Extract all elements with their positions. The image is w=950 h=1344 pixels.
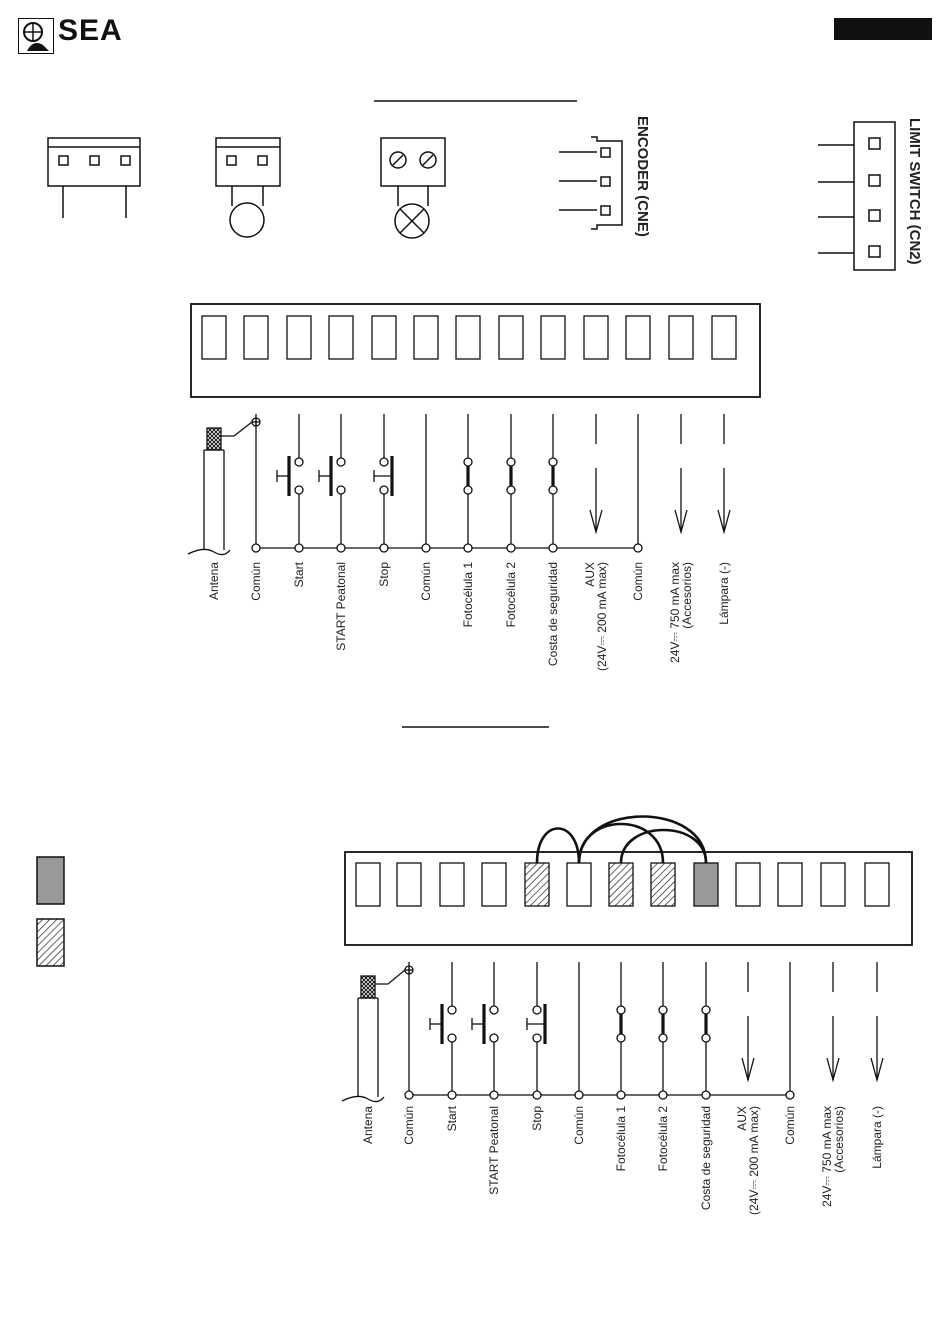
- terminal-slot: [609, 863, 633, 906]
- terminal-node: [634, 544, 642, 552]
- terminal-node: [617, 1091, 625, 1099]
- terminal-slot: [541, 316, 565, 359]
- terminal-label: Común: [249, 562, 263, 601]
- terminal-slot: [865, 863, 889, 906]
- terminal-label: Start: [292, 562, 306, 588]
- terminal-slot: [669, 316, 693, 359]
- terminal-slot: [329, 316, 353, 359]
- antenna-core: [361, 976, 375, 998]
- terminal-slot: [584, 316, 608, 359]
- lamp-connector: [381, 138, 445, 238]
- limit-switch-connector: [818, 122, 895, 270]
- terminal-diagram-1: [188, 304, 760, 671]
- terminal-slot: [499, 316, 523, 359]
- terminal-slot: [567, 863, 591, 906]
- antenna-core: [207, 428, 221, 450]
- limit-switch-connector-label: LIMIT SWITCH (CN2): [906, 118, 923, 265]
- terminal-slot: [356, 863, 380, 906]
- terminal-slot: [482, 863, 506, 906]
- terminal-label: Común: [572, 1106, 586, 1145]
- terminal-slot: [244, 316, 268, 359]
- terminal-label: Costa de seguridad: [699, 1106, 713, 1211]
- terminal-slot: [651, 863, 675, 906]
- terminal-label: Lámpara (-): [870, 1106, 884, 1169]
- terminal-label: AUX: [735, 1106, 749, 1131]
- terminal-node: [464, 544, 472, 552]
- terminal-label: Fotocélula 1: [461, 562, 475, 628]
- terminal-slot: [736, 863, 760, 906]
- terminal-label: 24V⎓ 750 mA max: [820, 1106, 834, 1207]
- terminal-label: (Accesorios): [680, 562, 694, 629]
- terminal-slot: [456, 316, 480, 359]
- terminal-label: Antena: [361, 1106, 375, 1145]
- terminal-node: [337, 544, 345, 552]
- terminal-node: [549, 544, 557, 552]
- terminal-label: Fotocélula 1: [614, 1106, 628, 1172]
- terminal-label: Costa de seguridad: [546, 562, 560, 667]
- terminal-node: [659, 1091, 667, 1099]
- terminal-label: Stop: [377, 562, 391, 587]
- terminal-slot: [712, 316, 736, 359]
- terminal-label: Stop: [530, 1106, 544, 1131]
- terminal-slot: [626, 316, 650, 359]
- terminal-label: Común: [402, 1106, 416, 1145]
- jumper-wire: [579, 817, 706, 864]
- terminal-label: (Accesorios): [832, 1106, 846, 1173]
- terminal-slot: [694, 863, 718, 906]
- terminal-node: [507, 544, 515, 552]
- terminal-slot: [414, 316, 438, 359]
- terminal-node: [575, 1091, 583, 1099]
- terminal-label: START Peatonal: [334, 562, 348, 651]
- terminal-label: Lámpara (-): [717, 562, 731, 625]
- terminal-slot: [778, 863, 802, 906]
- terminal-label: Antena: [207, 562, 221, 601]
- terminal-node: [405, 1091, 413, 1099]
- terminal-label: (24V⎓ 200 mA max): [595, 562, 609, 671]
- terminal-node: [252, 544, 260, 552]
- terminal-label: Común: [419, 562, 433, 601]
- terminal-node: [702, 1091, 710, 1099]
- encoder-connector-label: ENCODER (CNE): [634, 116, 651, 237]
- terminal-slot: [372, 316, 396, 359]
- terminal-label: Fotocélula 2: [656, 1106, 670, 1172]
- terminal-slot: [525, 863, 549, 906]
- terminal-slot: [202, 316, 226, 359]
- terminal-label: Común: [631, 562, 645, 601]
- terminal-label: Fotocélula 2: [504, 562, 518, 628]
- brand-name: SEA: [58, 14, 123, 47]
- terminal-node: [786, 1091, 794, 1099]
- terminal-node: [448, 1091, 456, 1099]
- terminal-diagram-2: [342, 817, 912, 1215]
- terminal-label: 24V⎓ 750 mA max: [668, 562, 682, 663]
- terminal-node: [295, 544, 303, 552]
- terminal-label: AUX: [583, 562, 597, 587]
- terminal-node: [422, 544, 430, 552]
- terminal-label: Común: [783, 1106, 797, 1145]
- bulb-connector: [216, 138, 280, 237]
- terminal-node: [380, 544, 388, 552]
- terminal-label: START Peatonal: [487, 1106, 501, 1195]
- terminal-node: [490, 1091, 498, 1099]
- terminal-slot: [821, 863, 845, 906]
- terminal-slot: [440, 863, 464, 906]
- three-pin-connector: [48, 138, 140, 218]
- legend-solid-swatch: [37, 857, 64, 904]
- encoder-connector: [559, 137, 622, 229]
- terminal-label: (24V⎓ 200 mA max): [747, 1106, 761, 1215]
- terminal-label: Start: [445, 1106, 459, 1132]
- legend-hatched-swatch: [37, 919, 64, 966]
- jumper-wire: [537, 829, 579, 864]
- terminal-slot: [287, 316, 311, 359]
- terminal-node: [533, 1091, 541, 1099]
- terminal-slot: [397, 863, 421, 906]
